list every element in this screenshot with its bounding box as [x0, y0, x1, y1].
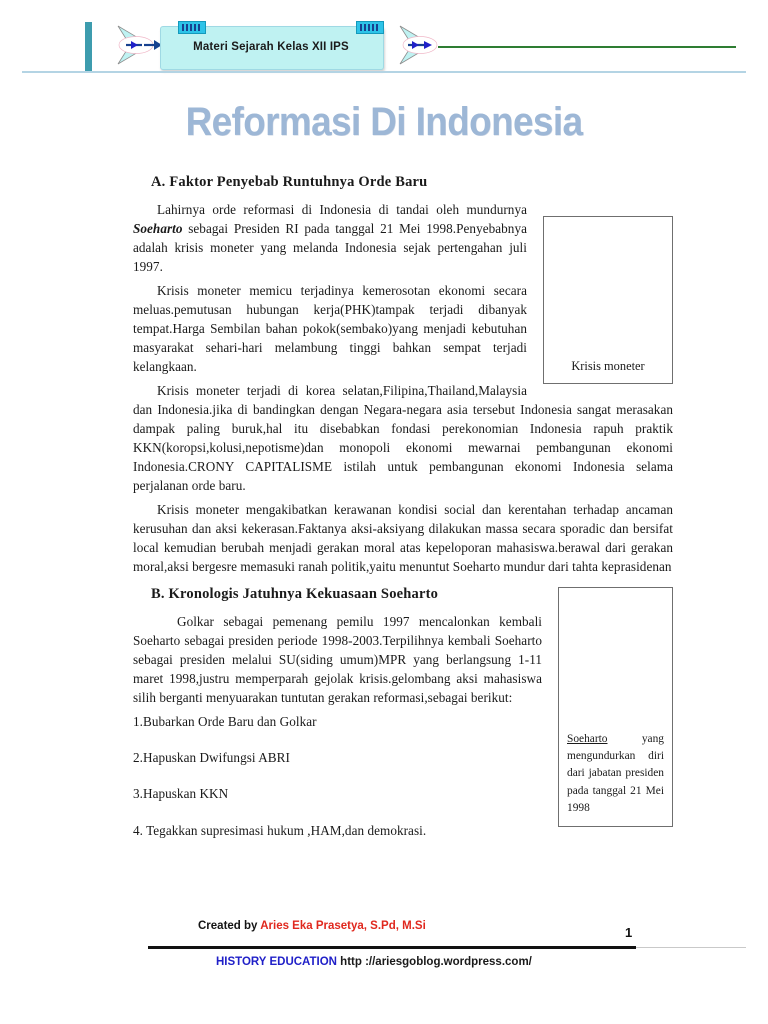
created-by-prefix: Created by — [198, 920, 261, 932]
created-by-line — [198, 920, 426, 932]
header-green-rule — [438, 46, 736, 48]
figure-krisis-moneter — [543, 216, 673, 384]
page-header — [0, 0, 768, 80]
paragraph-a3: Krisis moneter terjadi di korea selatan,Filipina,Thailand,Malaysia dan Indonesia.jika di bandingkan dengan Negara-negara asia tersebut Indonesia sangat merasakan dampak paling buruk,hal itu disebabkan fondasi perekonomian Indonesia rapuh praktik KKN(koropsi,kolusi,nepotisme)dan monopoli ekonomi mewarnai pembangunan ekonomi Indonesia.CRONY CAPITALISME istilah untuk pembangunan ekonomi Indonesia selama perjalanan orde baru. — [133, 382, 673, 493]
right-chevron-ornament-icon — [398, 22, 454, 68]
emphasis-soeharto: Soeharto — [133, 220, 183, 236]
list-item: 2.Hapuskan Dwifungsi ABRI — [133, 749, 290, 765]
figure-soeharto-mundur — [558, 587, 673, 827]
list-item: 1.Bubarkan Orde Baru dan Golkar — [133, 713, 317, 729]
header-banner — [108, 20, 648, 72]
figure-caption: Krisis moneter — [571, 358, 645, 373]
page-number: 1 — [625, 925, 633, 940]
figure-caption-lead: Soeharto — [567, 733, 608, 746]
banner-label: Materi Sejarah Kelas XII IPS — [193, 41, 349, 53]
page-title: Reformasi Di Indonesia — [185, 100, 583, 144]
figure-caption — [559, 731, 672, 817]
site-brand: HISTORY EDUCATION — [216, 956, 337, 968]
section-heading-b: B. Kronologis Jatuhnya Kekuasaan Soeharto — [151, 585, 439, 602]
section-heading-a: A. Faktor Penyebab Runtuhnya Orde Baru — [151, 174, 428, 190]
paragraph-b1: Golkar sebagai pemenang pemilu 1997 mencalonkan kembali Soeharto sebagai presiden periode 1998-2003.Terpilihnya kembali Soeharto sebagai presiden melalui SU(siding umum)MPR yang berlangsung 1-11 maret 1998,justru memperparah gejolak krisis.gelombang aksi mahasiswa silih berganti menyuarakan tuntutan gerakan reformasi,sebagai berikut: — [133, 613, 542, 705]
list-item: 4. Tegakkan supresimasi hukum ,HAM,dan demokrasi. — [133, 822, 427, 838]
figure-caption-rest: yang mengundurkan diri dari jabatan presiden pada tanggal 21 Mei 1998 — [567, 733, 664, 814]
paragraph-a1-pre: Lahirnya orde reformasi di Indonesia di tandai oleh mundurnya — [157, 201, 527, 217]
header-accent-bar — [85, 22, 92, 72]
paragraph-a1-post: sebagai Presiden RI pada tanggal 21 Mei 1998.Penyebabnya adalah krisis moneter yang melanda Indonesia sejak pertengahan juli 1997. — [133, 220, 527, 274]
list-item: 3.Hapuskan KKN — [133, 786, 229, 802]
header-divider — [22, 71, 746, 73]
document-body — [133, 172, 673, 858]
page-footer — [0, 912, 768, 1024]
site-credit-line — [216, 956, 532, 968]
site-url[interactable]: http ://ariesgoblog.wordpress.com/ — [336, 956, 532, 968]
footer-divider — [148, 946, 636, 949]
author-name: Aries Eka Prasetya, S.Pd, M.Si — [260, 920, 426, 932]
paragraph-a2: Krisis moneter memicu terjadinya kemerosotan ekonomi secara meluas.pemutusan hubungan kerja(PHK)tampak terjadi dibanyak tempat.Harga Sembilan bahan pokok(sembako)yang menjadi kebutuhan masyarakat sehari-hari melambung tinggi bahkan sempat terjadi kelangkaan. — [133, 282, 527, 374]
footer-divider-tail — [636, 947, 746, 948]
paragraph-a4: Krisis moneter mengakibatkan kerawanan kondisi social dan kerentahan terhadap ancaman kerusuhan dan aksi kekerasan.Faktanya aksi-aksiyang dilakukan massa secara sporadic dan bersifat local kemudian berubah menjadi gerakan moral atas kepeloporan mahasiswa.berawal dari gerakan moral,aksi bergesre memasuki ranah politik,yaitu menuntut Soeharto mundur dari tahta keprasidenan — [133, 501, 673, 574]
